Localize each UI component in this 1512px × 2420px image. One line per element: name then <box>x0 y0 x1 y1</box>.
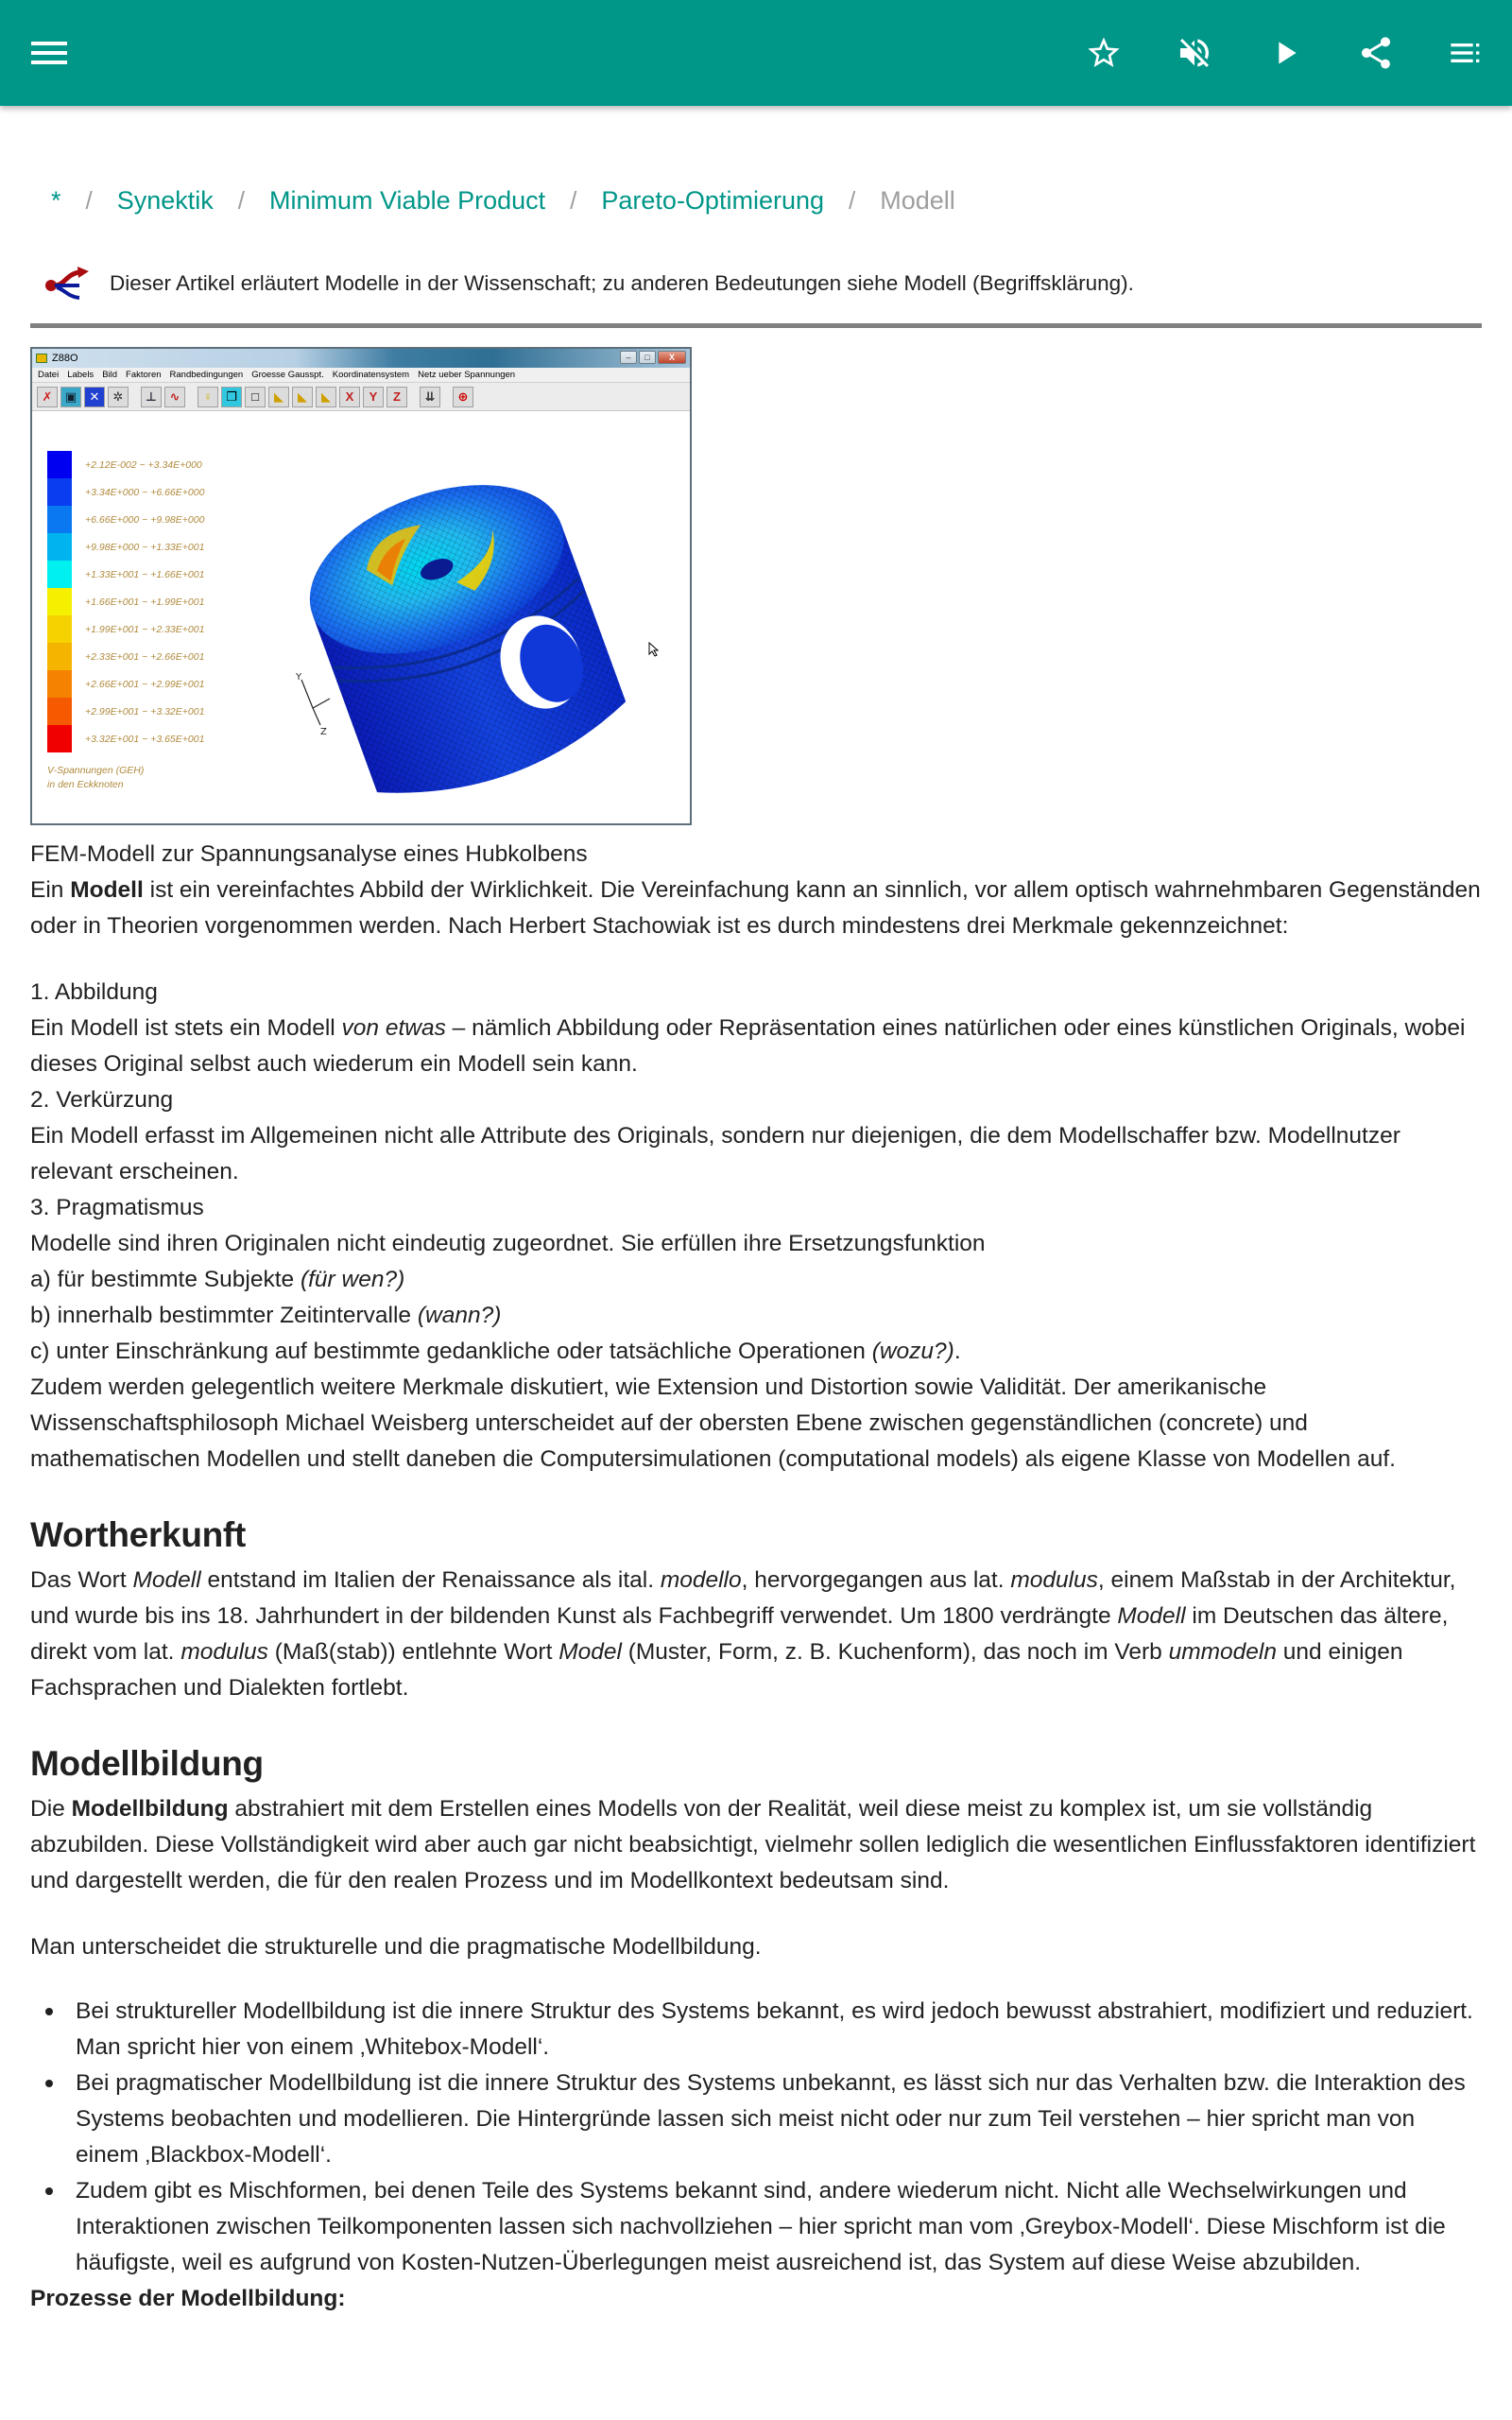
legend-label: +2.12E-002 ~ +3.34E+000 <box>85 458 202 471</box>
text-em: modulus <box>180 1639 268 1665</box>
text: im Deutschen das ältere, direkt vom lat. <box>30 1603 1449 1665</box>
run-icon: ✗ <box>37 387 58 407</box>
menu-item: Randbedingungen <box>169 370 244 380</box>
legend-swatch <box>47 698 72 725</box>
figure-icon: ✲ <box>108 387 129 407</box>
share-button[interactable] <box>1331 0 1421 106</box>
feature-text: Modelle sind ihren Originalen nicht eindeutig zugeordnet. Sie erfüllen ihre Ersetzungsfunktion <box>30 1231 986 1256</box>
modellbildung-bullet-list <box>30 1994 1482 2281</box>
text: (Muster, Form, z. B. Kuchenform), das noch im Verb <box>621 1639 1169 1665</box>
triangle-icon: ◣ <box>268 387 289 407</box>
app-bar-actions <box>1058 0 1512 106</box>
section-divider <box>30 323 1482 328</box>
text-em: (für wen?) <box>300 1267 405 1292</box>
play-icon <box>1266 34 1304 72</box>
window-title: Z88O <box>52 353 78 364</box>
legend-row <box>47 670 204 698</box>
article-content <box>0 166 1512 2317</box>
maximize-icon: □ <box>639 351 656 364</box>
star-outline-icon <box>1085 34 1123 72</box>
breadcrumb-synektik[interactable]: Synektik <box>116 186 214 215</box>
section-heading-wortherkunft: Wortherkunft <box>30 1515 246 1554</box>
legend-row <box>47 643 204 670</box>
x-axis-icon: X <box>339 387 360 407</box>
text-em: Modell <box>1117 1603 1186 1629</box>
text: a) für bestimmte Subjekte <box>30 1267 301 1292</box>
support-icon: ⊥ <box>141 387 162 407</box>
legend-label: +2.99E+001 ~ +3.32E+001 <box>85 705 205 717</box>
legend-label: +1.66E+001 ~ +1.99E+001 <box>85 596 205 608</box>
legend-caption <box>47 764 204 792</box>
term-bold: Modellbildung <box>71 1796 229 1822</box>
legend-swatch <box>47 561 72 588</box>
legend-row <box>47 561 204 588</box>
feature-subitem <box>30 1262 1482 1298</box>
window-titlebar <box>32 349 690 368</box>
y-axis-icon: Y <box>363 387 384 407</box>
text-em: modulus <box>1010 1567 1098 1593</box>
legend-label: +2.66E+001 ~ +2.99E+001 <box>85 678 205 690</box>
text: und einigen Fachsprachen und Dialekten fortlebt. <box>30 1639 1403 1701</box>
menu-item: Bild <box>102 370 118 380</box>
process-heading: Prozesse der Modellbildung: <box>30 2286 346 2311</box>
text-em: (wozu?) <box>871 1339 954 1364</box>
text: , hervorgegangen aus lat. <box>741 1567 1011 1593</box>
menu-item: Faktoren <box>126 370 162 380</box>
app-icon <box>36 354 47 363</box>
text-em: modello <box>660 1567 742 1593</box>
breadcrumb-home[interactable]: * <box>51 186 61 215</box>
text-em: von etwas <box>341 1015 446 1041</box>
modellbildung-paragraph-2: Man unterscheidet die strukturelle und die pragmatische Modellbildung. <box>30 1934 762 1960</box>
legend-label: +9.98E+000 ~ +1.33E+001 <box>85 541 205 553</box>
legend-row <box>47 451 204 478</box>
piston-mesh-render <box>273 448 670 825</box>
feature-title: 2. Verkürzung <box>30 1087 174 1113</box>
legend-row <box>47 478 204 506</box>
save-icon: ▣ <box>60 387 81 407</box>
text: . <box>954 1339 961 1364</box>
text-em: ummodeln <box>1168 1639 1277 1665</box>
breadcrumb-pareto-optimierung[interactable]: Pareto-Optimierung <box>601 186 824 215</box>
menu-item: Labels <box>67 370 94 380</box>
legend-caption-line: V-Spannungen (GEH) <box>47 765 145 776</box>
load-icon: ∿ <box>164 387 185 407</box>
text: entstand im Italien der Renaissance als ital. <box>200 1567 661 1593</box>
hamburger-menu-icon <box>31 39 67 67</box>
legend-row <box>47 725 204 752</box>
text: c) unter Einschränkung auf bestimmte gedankliche oder tatsächliche Operationen <box>30 1339 872 1364</box>
legend-row <box>47 615 204 643</box>
playlist-icon <box>1448 34 1486 72</box>
text-em: (wann?) <box>417 1303 502 1328</box>
playlist-button[interactable] <box>1421 0 1512 106</box>
text-em: Model <box>558 1639 622 1665</box>
window-menubar <box>32 368 690 383</box>
text: abstrahiert mit dem Erstellen eines Modells von der Realität, weil diese meist zu komplex ist, um sie vollständig abzubilden. Diese Vollständigkeit wird aber auch gar nicht beabsichtigt, vielmehr sollen lediglich die wesentlichen Einflussfaktoren identifiziert und dargestellt werden, die für den realen Prozess und im Modellkontext bedeutsam sind. <box>30 1796 1476 1893</box>
breadcrumb-minimum-viable-product[interactable]: Minimum Viable Product <box>269 186 546 215</box>
modellbildung-paragraph <box>30 1791 1482 1899</box>
feature-title: 3. Pragmatismus <box>30 1195 204 1220</box>
minimize-icon: – <box>620 351 637 364</box>
extra-paragraph: Zudem werden gelegentlich weitere Merkmale diskutiert, wie Extension und Distortion sowie Validität. Der amerikanische Wissenschaftsphilosoph Michael Weisberg unterscheidet auf der obersten Ebene zwischen gegenständlichen (concrete) und mathematischen Modellen und stellt daneben die Computersimulationen (computational models) als eigene Klasse von Modellen auf. <box>30 1374 1396 1472</box>
share-icon <box>1357 34 1395 72</box>
text: Ein <box>30 877 71 903</box>
term-bold: Modell <box>70 877 144 903</box>
legend-swatch <box>47 478 72 506</box>
legend-row <box>47 698 204 725</box>
text: b) innerhalb bestimmter Zeitintervalle <box>30 1303 418 1328</box>
legend-swatch <box>47 725 72 752</box>
hatnote-text[interactable]: Dieser Artikel erläutert Modelle in der Wissenschaft; zu anderen Bedeutungen siehe Modell (Begriffsklärung). <box>110 271 1134 295</box>
feature-subitem <box>30 1334 1482 1370</box>
legend-label: +3.32E+001 ~ +3.65E+001 <box>85 733 205 745</box>
legend-label: +1.33E+001 ~ +1.66E+001 <box>85 568 205 580</box>
z-axis-icon: Z <box>387 387 407 407</box>
list-item: Bei struktureller Modellbildung ist die innere Struktur des Systems bekannt, es wird jedoch bewusst abstrahiert, modifiziert und reduziert. Man spricht hier von einem ‚Whitebox-Modell‘. <box>30 1994 1482 2066</box>
list-item: Zudem gibt es Mischformen, bei denen Teile des Systems bekannt sind, andere wiederum nicht. Nicht alle Wechselwirkungen und Interaktionen zwischen Teilkomponenten lassen sich nachvollziehen – hier spricht man vom ‚Greybox-Modell‘. Diese Mischform ist die häufigste, weil es aufgrund von Kosten-Nutzen-Überlegungen meist ausreichend ist, das System auf diese Weise abzubilden. <box>30 2173 1482 2281</box>
feature-text <box>30 1011 1482 1082</box>
breadcrumb-separator: / <box>849 186 856 215</box>
app-bar <box>0 0 1512 106</box>
stress-legend <box>47 451 204 792</box>
box-icon: □ <box>245 387 266 407</box>
mute-button[interactable] <box>1149 0 1240 106</box>
window-toolbar <box>32 383 690 411</box>
svg-text:Y: Y <box>296 672 302 683</box>
figure-caption: FEM-Modell zur Spannungsanalyse eines Hubkolbens <box>30 841 588 867</box>
legend-row <box>47 506 204 533</box>
svg-text:Z: Z <box>320 727 327 736</box>
breadcrumb-separator: / <box>570 186 577 215</box>
text: Das Wort <box>30 1567 133 1593</box>
triangle-icon: ◣ <box>316 387 336 407</box>
zoom-plus-icon: ⊕ <box>453 387 473 407</box>
text: (Maß(stab)) entlehnte Wort <box>267 1639 559 1665</box>
legend-swatch <box>47 506 72 533</box>
legend-caption-line: in den Eckknoten <box>47 779 124 790</box>
legend-label: +6.66E+000 ~ +9.98E+000 <box>85 513 205 526</box>
menu-item: Datei <box>38 370 60 380</box>
legend-label: +2.33E+001 ~ +2.66E+001 <box>85 650 205 663</box>
text: ist ein vereinfachtes Abbild der Wirklichkeit. Die Vereinfachung kann an sinnlich, vor allem optisch wahrnehmbaren Gegenständen oder in Theorien vorgenommen werden. Nach Herbert Stachowiak ist es durch mindestens drei Merkmale gekennzeichnet: <box>30 877 1481 939</box>
legend-swatch <box>47 533 72 561</box>
play-button[interactable] <box>1240 0 1331 106</box>
legend-swatch <box>47 643 72 670</box>
legend-label: +1.99E+001 ~ +2.33E+001 <box>85 623 205 635</box>
menu-item: Groesse Gausspt. <box>251 370 324 380</box>
features-list <box>30 975 1482 1478</box>
legend-label: +3.34E+000 ~ +6.66E+000 <box>85 486 205 498</box>
cancel-icon: ✕ <box>84 387 105 407</box>
disambiguation-icon <box>42 265 91 302</box>
legend-swatch <box>47 451 72 478</box>
feature-title: 1. Abbildung <box>30 979 158 1005</box>
legend-row <box>47 533 204 561</box>
layers-icon: ❐ <box>221 387 242 407</box>
legend-swatch <box>47 670 72 698</box>
breadcrumb-current: Modell <box>880 186 955 215</box>
breadcrumb <box>30 166 1482 234</box>
breadcrumb-separator: / <box>85 186 93 215</box>
light-icon: ♀ <box>198 387 218 407</box>
legend-row <box>47 588 204 615</box>
coordinate-axes-icon <box>292 670 339 736</box>
menu-item: Netz ueber Spannungen <box>418 370 516 380</box>
menu-item: Koordinatensystem <box>332 370 410 380</box>
menu-button[interactable] <box>30 34 68 72</box>
text: – nämlich Abbildung oder Repräsentation eines natürlichen oder eines künstlichen Originals, wobei dieses Original selbst auch wiederum ein Modell sein kann. <box>30 1015 1466 1077</box>
intro-paragraph <box>30 873 1482 944</box>
volume-off-icon <box>1176 34 1213 72</box>
text: , einem Maßstab in der Architektur, und wurde bis ins 18. Jahrhundert in der bildenden Kunst als Fachbegriff verwendet. Um 1800 verdrängte <box>30 1567 1456 1629</box>
section-heading-modellbildung: Modellbildung <box>30 1744 264 1783</box>
list-item: Bei pragmatischer Modellbildung ist die innere Struktur des Systems unbekannt, es lässt sich nur das Verhalten bzw. die Interaktion des Systems beobachten und modellieren. Die Hintergründe lassen sich meist nicht oder nur zum Teil verstehen – hier spricht man von einem ‚Blackbox-Modell‘. <box>30 2066 1482 2173</box>
mouse-cursor-icon <box>648 642 660 657</box>
text-em: Modell <box>132 1567 201 1593</box>
close-icon: X <box>658 351 686 364</box>
legend-swatch <box>47 588 72 615</box>
text: Die <box>30 1796 72 1822</box>
text: Ein Modell ist stets ein Modell <box>30 1015 342 1041</box>
hatnote <box>30 255 1482 312</box>
wortherkunft-paragraph <box>30 1563 1482 1706</box>
feature-text: Ein Modell erfasst im Allgemeinen nicht alle Attribute des Originals, sondern nur diejenigen, die dem Modellschaffer bzw. Modellnutzer relevant erscheinen. <box>30 1123 1400 1184</box>
feature-subitem <box>30 1298 1482 1334</box>
stress-icon: ⇊ <box>420 387 440 407</box>
fem-figure-image[interactable] <box>30 347 692 825</box>
bookmark-button[interactable] <box>1058 0 1149 106</box>
window-controls <box>620 351 686 364</box>
breadcrumb-separator: / <box>237 186 246 215</box>
triangle-icon: ◣ <box>292 387 313 407</box>
legend-swatch <box>47 615 72 643</box>
